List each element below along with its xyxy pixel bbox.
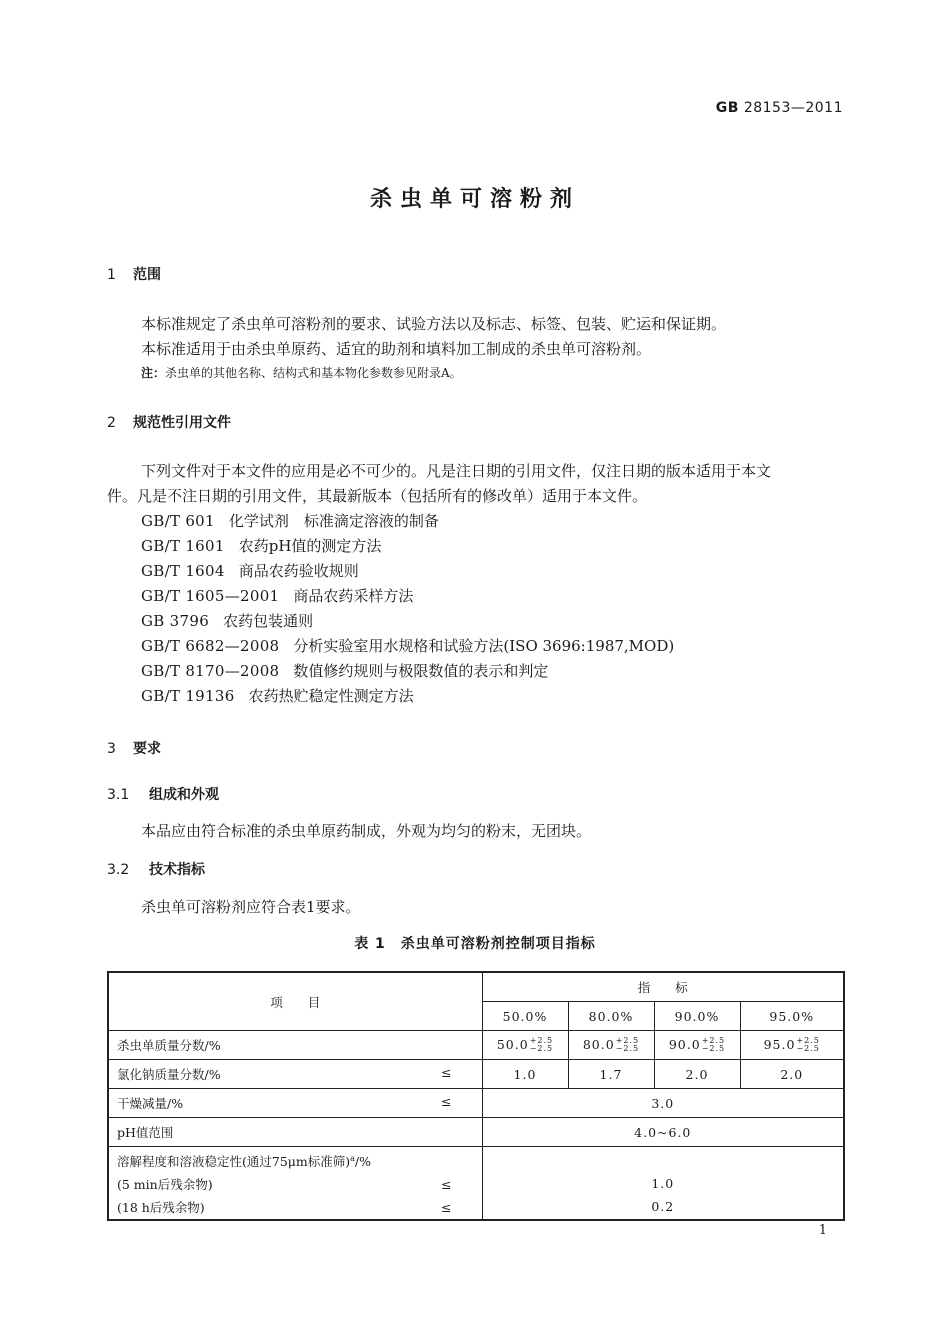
le-symbol: ≤ (441, 1200, 452, 1216)
grade-cell: 50.0% (482, 1002, 568, 1031)
section-2-heading (107, 412, 231, 432)
reference-code: GB/T 1604 (141, 562, 225, 580)
reference-item (141, 585, 413, 606)
grade-cell: 90.0% (654, 1002, 740, 1031)
header-item: 项 目 (108, 972, 482, 1031)
table-row (108, 1147, 844, 1221)
table-row (108, 1060, 844, 1089)
table-caption: 表 1 杀虫单可溶粉剂控制项目指标 (354, 936, 596, 952)
page-number: 1 (818, 1223, 827, 1238)
composition-paragraph: 本品应由符合标准的杀虫单原药制成，外观为均匀的粉末，无团块。 (141, 822, 592, 840)
le-symbol: ≤ (441, 1177, 452, 1193)
value-cell (482, 1147, 844, 1221)
header-index: 指 标 (482, 972, 844, 1002)
sub-label-text: (18 h后残余物) (117, 1200, 205, 1216)
tolerance-plus: +2.5 (529, 1036, 554, 1046)
section-3-2-heading (107, 859, 205, 879)
reference-code: GB/T 1601 (141, 537, 225, 555)
value-cell: 3.0 (482, 1089, 844, 1118)
le-symbol: ≤ (441, 1094, 452, 1109)
value: 50.0 (496, 1036, 529, 1052)
footnote-marker: a (350, 1154, 355, 1163)
section-title: 技术指标 (149, 862, 205, 878)
grade-cell: 95.0% (740, 1002, 844, 1031)
grade-cell: 80.0% (568, 1002, 654, 1031)
value-cell: 4.0~6.0 (482, 1118, 844, 1147)
reference-title: 农药热贮稳定性测定方法 (248, 687, 414, 705)
sub-label-5min (117, 1173, 474, 1196)
value-cell: 1.7 (568, 1060, 654, 1089)
section-title: 组成和外观 (149, 787, 219, 803)
tolerance (530, 1037, 553, 1053)
references-intro-line-1: 下列文件对于本文件的应用是必不可少的。凡是注日期的引用文件，仅注日期的版本适用于本文 (141, 462, 772, 480)
reference-code: GB/T 1605—2001 (141, 587, 280, 605)
row-label: 干燥减量/% (117, 1096, 184, 1111)
section-3-heading (107, 738, 161, 758)
tolerance-minus: −2.5 (796, 1044, 820, 1054)
solubility-label-text: 溶解程度和溶液稳定性(通过75μm标准筛) (117, 1154, 351, 1170)
standard-code (716, 100, 843, 116)
sub-label-18h (117, 1196, 474, 1219)
spec-paragraph: 杀虫单可溶粉剂应符合表1要求。 (141, 898, 361, 916)
sub-label-text: (5 min后残余物) (117, 1177, 213, 1193)
row-label: 杀虫单质量分数/% (108, 1031, 482, 1060)
section-1-heading (107, 264, 161, 284)
tolerance (796, 1037, 819, 1053)
table-header-row (108, 972, 844, 1002)
reference-title: 农药包装通则 (223, 612, 314, 630)
row-label-cell (108, 1147, 482, 1221)
reference-title: 分析实验室用水规格和试验方法(ISO 3696:1987,MOD) (293, 637, 675, 655)
row-label: pH值范围 (108, 1118, 482, 1147)
reference-item (141, 660, 548, 681)
value-5min: 1.0 (651, 1175, 675, 1191)
reference-item (141, 510, 439, 531)
reference-item (141, 560, 359, 581)
section-3-1-heading (107, 784, 219, 804)
value-cell: 1.0 (482, 1060, 568, 1089)
tolerance (702, 1037, 725, 1053)
standard-number: 28153—2011 (743, 100, 843, 116)
reference-title: 化学试剂 标准滴定溶液的制备 (228, 512, 439, 530)
value-cell: 2.0 (740, 1060, 844, 1089)
row-label-cell (108, 1060, 482, 1089)
document-title: 杀虫单可溶粉剂 (369, 187, 580, 212)
reference-item (141, 610, 313, 631)
value-18h: 0.2 (651, 1198, 675, 1214)
tolerance-plus: +2.5 (796, 1036, 820, 1046)
tolerance-plus: +2.5 (615, 1036, 640, 1046)
reference-item (141, 635, 674, 656)
value-cell: 2.0 (654, 1060, 740, 1089)
le-symbol: ≤ (441, 1065, 452, 1080)
reference-title: 数值修约规则与极限数值的表示和判定 (293, 662, 549, 680)
value: 95.0 (763, 1036, 796, 1052)
spec-table (107, 971, 845, 1221)
solubility-unit: /% (354, 1154, 372, 1170)
value-cell (568, 1031, 654, 1060)
row-label: 氯化钠质量分数/% (117, 1067, 221, 1082)
section-number: 1 (107, 267, 116, 283)
reference-title: 农药pH值的测定方法 (238, 537, 382, 555)
tolerance-minus: −2.5 (529, 1044, 554, 1054)
tolerance-plus: +2.5 (701, 1036, 726, 1046)
value: 90.0 (668, 1036, 701, 1052)
section-title: 规范性引用文件 (133, 415, 231, 431)
reference-code: GB/T 601 (141, 512, 215, 530)
reference-item (141, 685, 414, 706)
table-row (108, 1089, 844, 1118)
scope-note (141, 364, 462, 381)
reference-code: GB/T 6682—2008 (141, 637, 280, 655)
standard-prefix: GB (715, 100, 739, 116)
table-row (108, 1031, 844, 1060)
section-number: 3.2 (107, 862, 130, 878)
value-cell (654, 1031, 740, 1060)
section-number: 3.1 (107, 787, 130, 803)
reference-code: GB 3796 (141, 612, 210, 630)
reference-title: 商品农药采样方法 (293, 587, 414, 605)
value-cell (482, 1031, 568, 1060)
references-intro-line-2: 件。凡是不注日期的引用文件，其最新版本（包括所有的修改单）适用于本文件。 (107, 487, 648, 505)
tolerance-minus: −2.5 (701, 1044, 726, 1054)
section-number: 2 (107, 415, 116, 431)
reference-item (141, 535, 381, 556)
reference-title: 商品农药验收规则 (238, 562, 359, 580)
scope-paragraph-2: 本标准适用于由杀虫单原药、适宜的助剂和填料加工制成的杀虫单可溶粉剂。 (141, 340, 652, 358)
note-text: 杀虫单的其他名称、结构式和基本物化参数参见附录A。 (165, 366, 462, 380)
row-label-cell (108, 1089, 482, 1118)
section-title: 范围 (133, 267, 161, 283)
scope-paragraph-1: 本标准规定了杀虫单可溶粉剂的要求、试验方法以及标志、标签、包装、贮运和保证期。 (141, 315, 727, 333)
value-cell (740, 1031, 844, 1060)
tolerance-minus: −2.5 (615, 1044, 640, 1054)
section-title: 要求 (133, 741, 161, 757)
tolerance (616, 1037, 639, 1053)
table-row (108, 1118, 844, 1147)
note-label: 注： (141, 366, 166, 380)
reference-code: GB/T 8170—2008 (141, 662, 280, 680)
section-number: 3 (107, 741, 116, 757)
value: 80.0 (582, 1036, 615, 1052)
reference-code: GB/T 19136 (141, 687, 235, 705)
solubility-label (117, 1147, 474, 1173)
